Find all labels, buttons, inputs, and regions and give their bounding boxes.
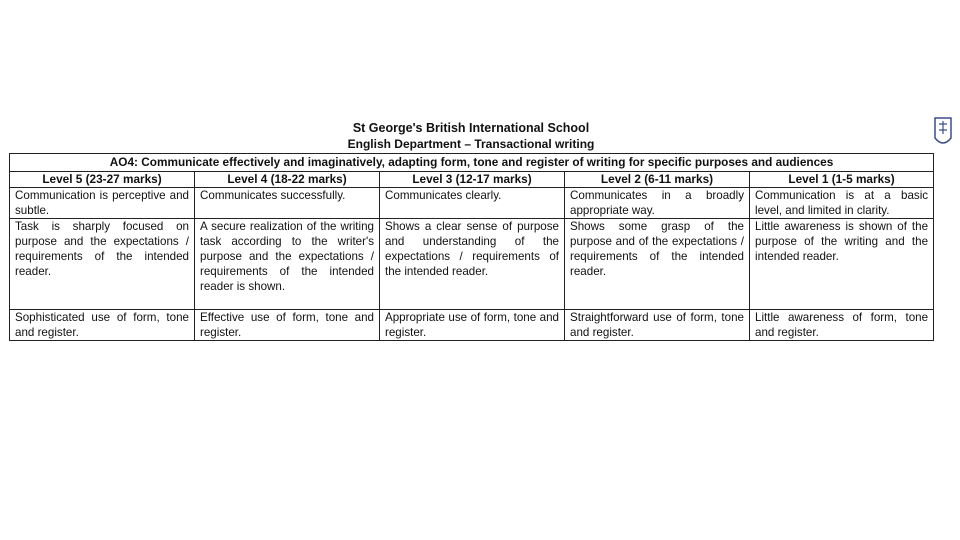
table-row	[10, 310, 934, 341]
table-row	[10, 188, 934, 219]
levels-header-row	[10, 172, 934, 188]
level-5-header: Level 5 (23-27 marks)	[10, 172, 195, 188]
assessment-rubric-table	[9, 153, 934, 341]
level-1-header: Level 1 (1-5 marks)	[750, 172, 934, 188]
school-crest-icon	[933, 116, 953, 150]
level-3-header: Level 3 (12-17 marks)	[380, 172, 565, 188]
ao-description: Communicate effectively and imaginatively, adapting form, tone and register of writing for specific purposes and audiences	[141, 155, 834, 169]
level-2-header: Level 2 (6-11 marks)	[565, 172, 750, 188]
table-cell: Sophisticated use of form, tone and register.	[10, 310, 195, 341]
table-cell: Communicates successfully.	[195, 188, 380, 219]
table-cell: Task is sharply focused on purpose and the expectations / requirements of the intended reader.	[10, 219, 195, 310]
school-name: St George's British International School	[352, 121, 590, 135]
department-title: English Department – Transactional writing	[347, 137, 595, 151]
table-cell: Communication is perceptive and subtle.	[10, 188, 195, 219]
table-cell: Communication is at a basic level, and limited in clarity.	[750, 188, 934, 219]
table-cell: Straightforward use of form, tone and register.	[565, 310, 750, 341]
table-cell: Appropriate use of form, tone and register.	[380, 310, 565, 341]
table-cell: Shows a clear sense of purpose and understanding of the expectations / requirements of the intended reader.	[380, 219, 565, 310]
table-cell: Communicates clearly.	[380, 188, 565, 219]
table-cell: A secure realization of the writing task according to the writer's purpose and the expectations / requirements of the intended reader is shown.	[195, 219, 380, 310]
table-cell: Shows some grasp of the purpose and of the expectations / requirements of the intended reader.	[565, 219, 750, 310]
table-cell: Little awareness of form, tone and register.	[750, 310, 934, 341]
table-cell: Effective use of form, tone and register.	[195, 310, 380, 341]
table-row	[10, 219, 934, 310]
table-cell: Communicates in a broadly appropriate way.	[565, 188, 750, 219]
ao-label: AO4:	[109, 155, 138, 169]
table-cell: Little awareness is shown of the purpose of the writing and the intended reader.	[750, 219, 934, 310]
level-4-header: Level 4 (18-22 marks)	[195, 172, 380, 188]
ao-header-row	[10, 154, 934, 172]
ao-header	[10, 154, 934, 172]
